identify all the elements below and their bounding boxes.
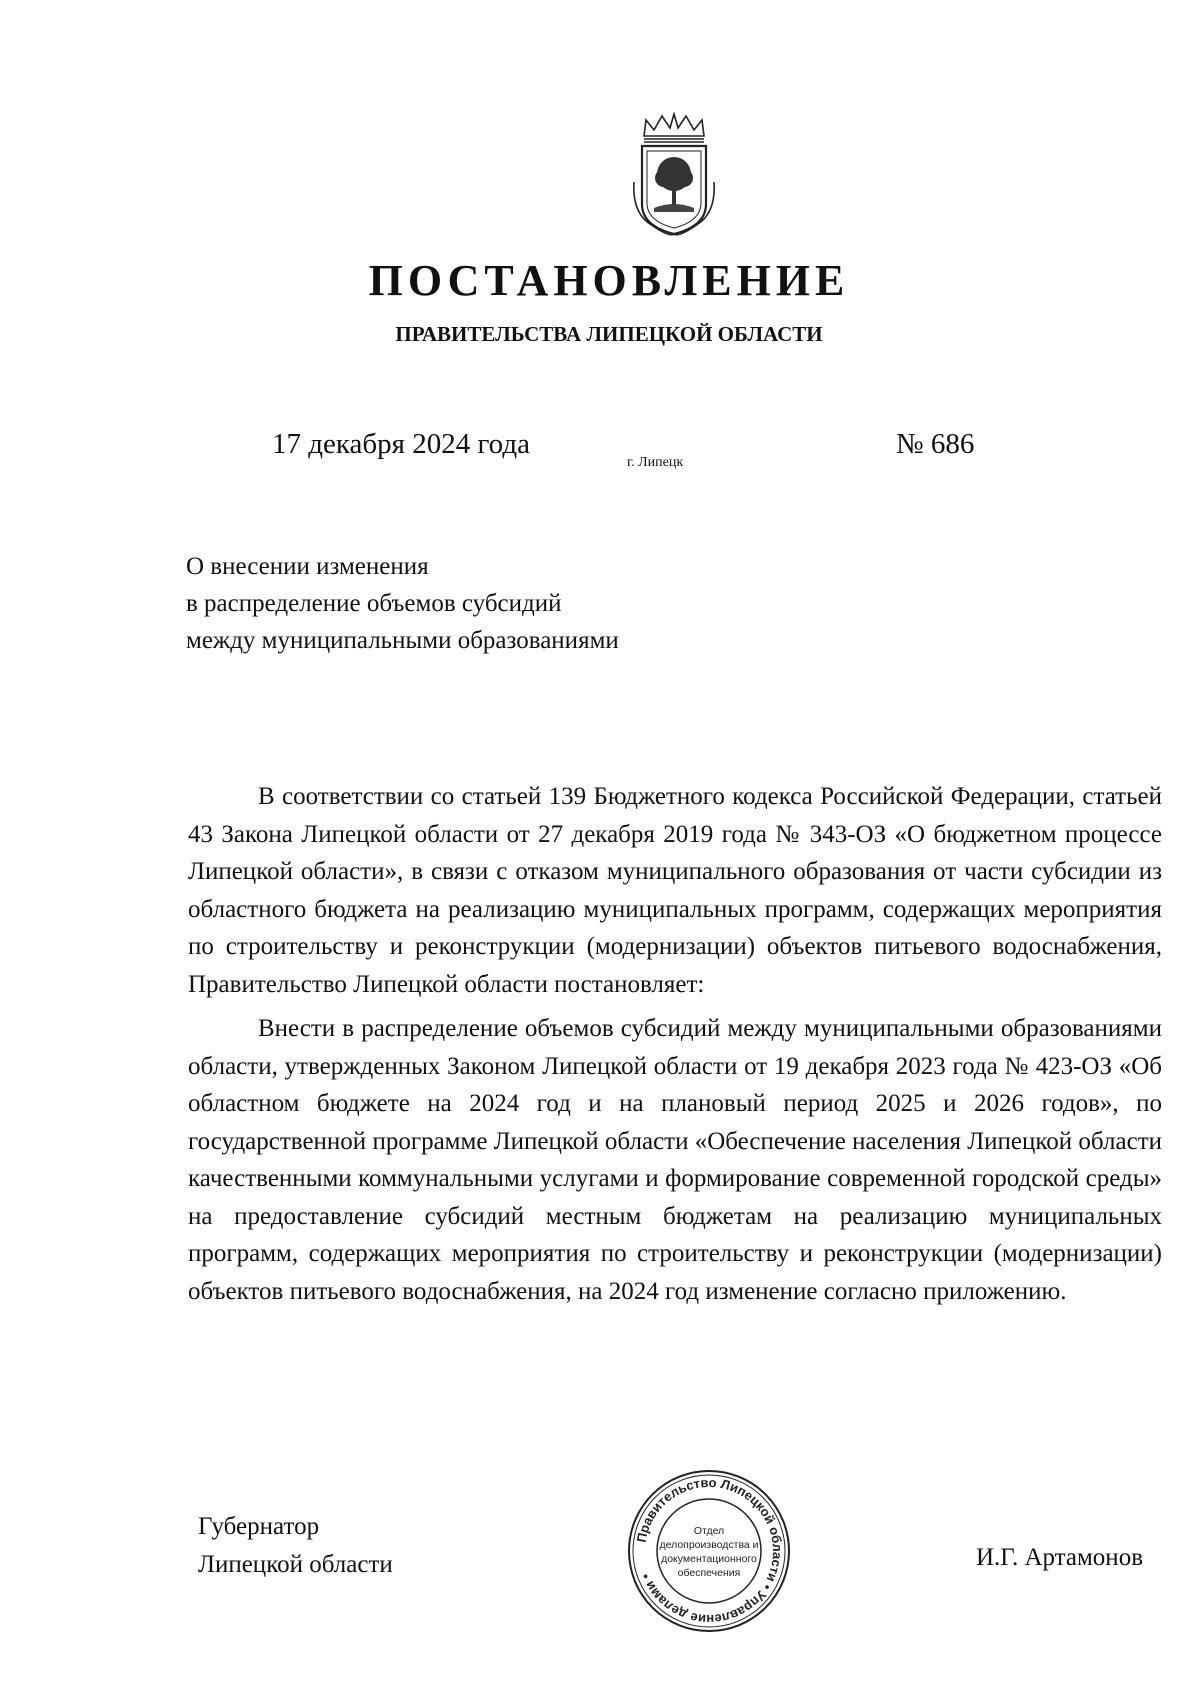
document-city: г. Липецк bbox=[627, 455, 684, 470]
signer-name: И.Г. Артамонов bbox=[976, 1544, 1143, 1571]
stamp-inner-line: документационного bbox=[661, 1553, 757, 1565]
stamp-inner-line: делопроизводства и bbox=[659, 1539, 759, 1551]
document-heading bbox=[186, 548, 619, 659]
official-stamp-icon bbox=[626, 1468, 792, 1634]
heading-line: между муниципальными образованиями bbox=[186, 627, 619, 654]
body-paragraph: В соответствии со статьей 139 Бюджетного кодекса Российской Федерации, статьей 43 Закона Липецкой области от 27 декабря 2019 года № 343-ОЗ «О бюджетном процессе Липецкой области», в связи с отказом муниципального образования от части субсидии из областного бюджета на реализацию муниципальных программ, содержащих мероприятия по строительству и реконструкции (модернизации) объектов питьевого водоснабжения, Правительство Липецкой области постановляет: bbox=[188, 783, 1162, 998]
stamp-inner-line: обеспечения bbox=[677, 1567, 741, 1579]
signer-position-line: Липецкой области bbox=[198, 1551, 393, 1578]
signer-position-line: Губернатор bbox=[198, 1513, 320, 1540]
stamp-inner-line: Отдел bbox=[693, 1525, 725, 1537]
document-date: 17 декабря 2024 года bbox=[272, 428, 530, 460]
document-body bbox=[188, 778, 1162, 1310]
document-title: ПОСТАНОВЛЕНИЕ bbox=[368, 256, 850, 305]
heading-line: О внесении изменения bbox=[186, 553, 429, 580]
signer-position bbox=[198, 1508, 393, 1584]
stamp-outer-text: Правительство Липецкой области • Управление делами • bbox=[633, 1474, 786, 1628]
document-subtitle: ПРАВИТЕЛЬСТВА ЛИПЕЦКОЙ ОБЛАСТИ bbox=[395, 322, 823, 346]
document-number: № 686 bbox=[896, 428, 975, 460]
body-paragraph: Внести в распределение объемов субсидий между муниципальными образованиями области, утвержденных Законом Липецкой области от 19 декабря 2023 года № 423-ОЗ «Об областном бюджете на 2024 год и на плановый период 2025 и 2026 годов», по государственной программе Липецкой области «Обеспечение населения Липецкой области качественными коммунальными услугами и формирование современной городской среды» на предоставление субсидий местным бюджетам на реализацию муниципальных программ, содержащих мероприятия по строительству и реконструкции (модернизации) объектов питьевого водоснабжения, на 2024 год изменение согласно приложению. bbox=[188, 1015, 1162, 1305]
coat-of-arms-icon bbox=[630, 112, 718, 240]
heading-line: в распределение объемов субсидий bbox=[186, 590, 562, 617]
